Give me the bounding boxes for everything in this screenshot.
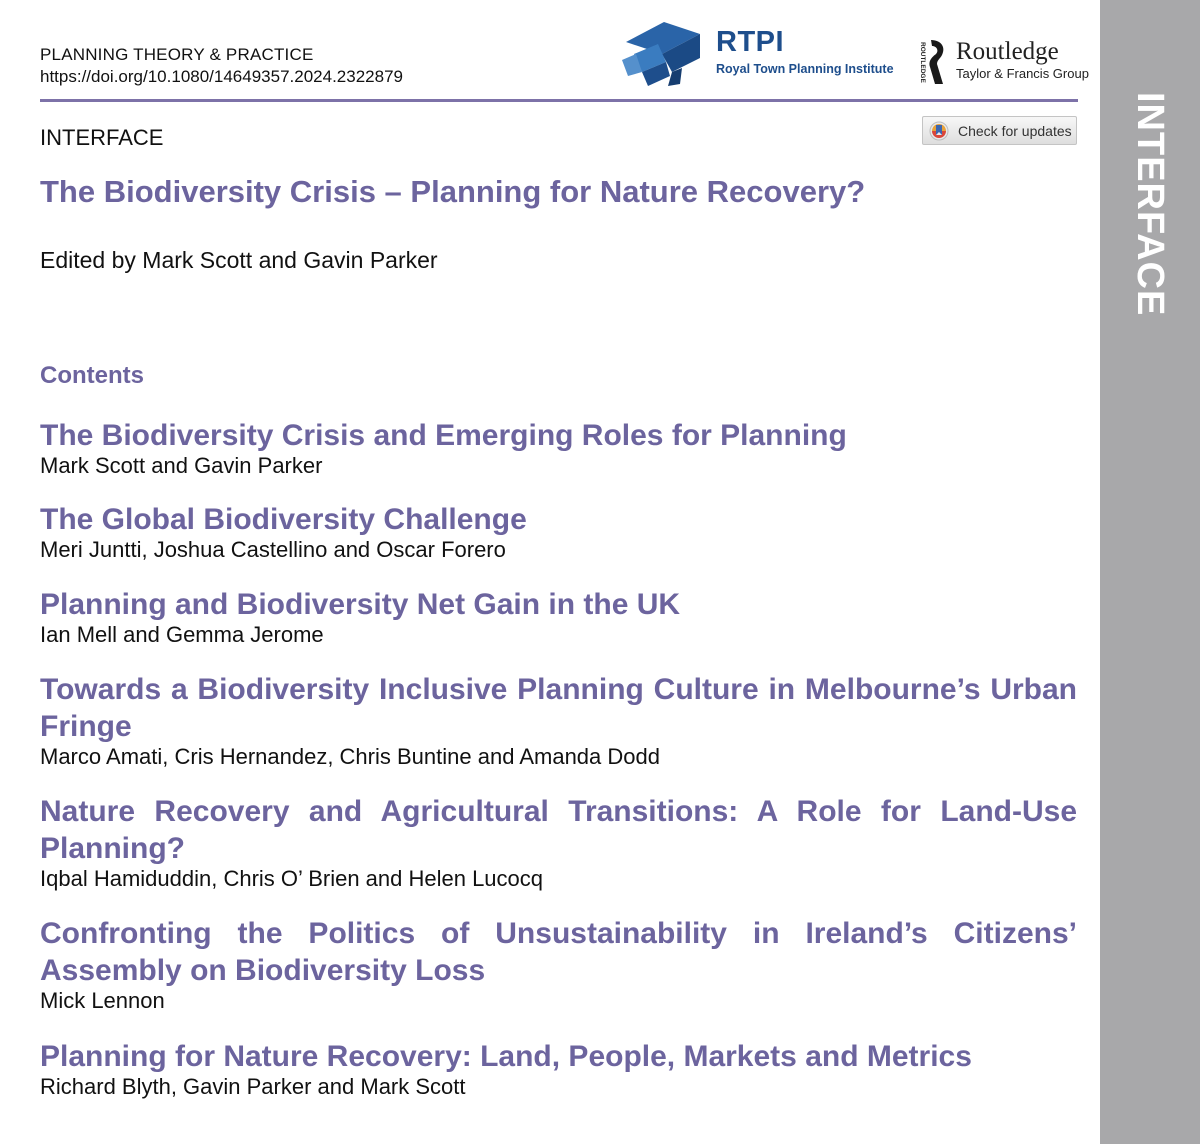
routledge-logo-icon bbox=[915, 38, 951, 86]
entry-title[interactable]: The Biodiversity Crisis and Emerging Roles for Planning bbox=[40, 419, 847, 452]
entry-authors: Iqbal Hamiduddin, Chris O’ Brien and Helen Lucocq bbox=[40, 866, 544, 891]
entry-title[interactable]: Planning and Biodiversity Net Gain in the UK bbox=[40, 588, 681, 621]
header-divider bbox=[40, 99, 1078, 102]
contents-entry[interactable] bbox=[40, 501, 1077, 564]
rtpi-name: RTPI bbox=[716, 26, 785, 58]
rtpi-logo-icon bbox=[620, 14, 710, 90]
contents-entry[interactable] bbox=[40, 586, 1077, 649]
rtpi-subtitle: Royal Town Planning Institute bbox=[716, 62, 894, 76]
svg-text:ROUTLEDGE: ROUTLEDGE bbox=[919, 42, 926, 83]
entry-title[interactable]: Planning for Nature Recovery: Land, People, Markets and Metrics bbox=[40, 1040, 972, 1073]
contents-entry[interactable] bbox=[40, 671, 1077, 771]
journal-name: PLANNING THEORY & PRACTICE bbox=[40, 45, 314, 64]
section-label: INTERFACE bbox=[40, 125, 164, 150]
contents-entry[interactable] bbox=[40, 915, 1077, 1015]
side-tab-label: INTERFACE bbox=[1129, 92, 1171, 317]
contents-entry[interactable] bbox=[40, 1038, 1077, 1101]
routledge-subtitle: Taylor & Francis Group bbox=[956, 66, 1089, 81]
contents-entry[interactable] bbox=[40, 417, 1077, 480]
entry-authors: Richard Blyth, Gavin Parker and Mark Scott bbox=[40, 1074, 466, 1099]
entry-authors: Marco Amati, Cris Hernandez, Chris Buntine and Amanda Dodd bbox=[40, 744, 660, 769]
entry-title[interactable]: Towards a Biodiversity Inclusive Planning Culture in Melbourne’s Urban Fringe bbox=[40, 673, 1077, 743]
contents-heading: Contents bbox=[40, 362, 144, 389]
editors-line: Edited by Mark Scott and Gavin Parker bbox=[40, 247, 438, 273]
entry-authors: Mick Lennon bbox=[40, 988, 165, 1013]
journal-doi-link[interactable]: https://doi.org/10.1080/14649357.2024.2322879 bbox=[40, 67, 403, 86]
check-for-updates-button[interactable] bbox=[922, 116, 1077, 145]
entry-authors: Mark Scott and Gavin Parker bbox=[40, 453, 323, 478]
entry-title[interactable]: Nature Recovery and Agricultural Transitions: A Role for Land-Use Planning? bbox=[40, 795, 1077, 865]
crossmark-icon bbox=[929, 121, 949, 141]
contents-entry[interactable] bbox=[40, 793, 1077, 893]
entry-authors: Ian Mell and Gemma Jerome bbox=[40, 622, 324, 647]
entry-title[interactable]: The Global Biodiversity Challenge bbox=[40, 503, 527, 536]
entry-authors: Meri Juntti, Joshua Castellino and Oscar Forero bbox=[40, 537, 506, 562]
page-title: The Biodiversity Crisis – Planning for Nature Recovery? bbox=[40, 174, 866, 209]
check-for-updates-label: Check for updates bbox=[958, 122, 1072, 139]
routledge-name: Routledge bbox=[956, 38, 1059, 65]
entry-title[interactable]: Confronting the Politics of Unsustainability in Ireland’s Citizens’ Assembly on Biodiversity Loss bbox=[40, 917, 1077, 987]
